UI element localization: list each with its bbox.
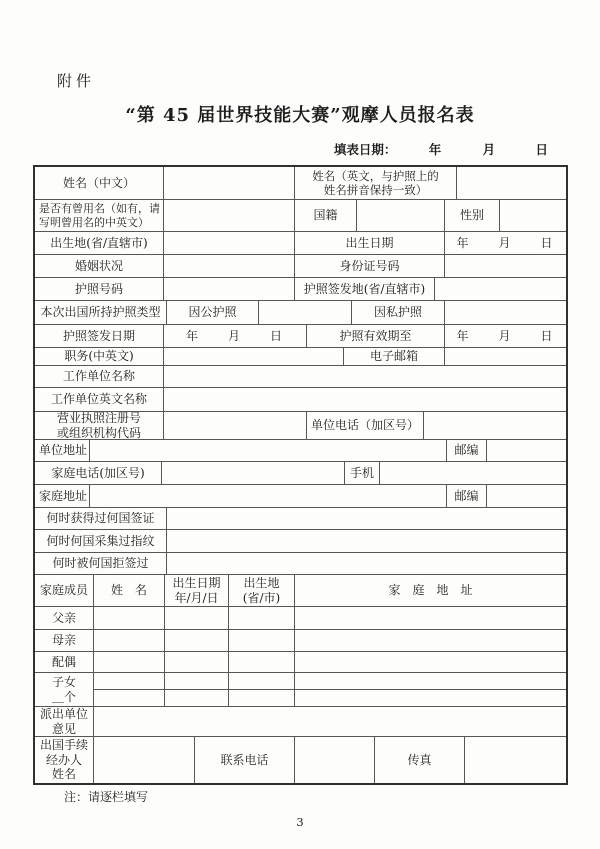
employer-label: 工作单位名称 bbox=[35, 366, 164, 387]
work-address-value-cell bbox=[90, 440, 447, 461]
mother-name-cell bbox=[94, 630, 165, 651]
dispatch-opinion-label-line1: 派出单位 bbox=[39, 706, 88, 721]
table-row-passport-no bbox=[35, 278, 566, 301]
work-address-label: 单位地址 bbox=[35, 440, 90, 461]
visa-history-value-cell bbox=[167, 508, 566, 529]
name-cn-label: 姓名（中文） bbox=[35, 167, 164, 199]
email-label: 电子邮箱 bbox=[344, 348, 445, 365]
spouse-address-cell bbox=[295, 652, 566, 672]
license-label-line2: 或组织机构代码 bbox=[56, 425, 141, 440]
father-birthplace-cell bbox=[229, 607, 295, 629]
child2-dob-cell bbox=[165, 690, 229, 706]
dispatch-opinion-label-line2: 意见 bbox=[51, 721, 76, 736]
family-dob-header bbox=[165, 575, 229, 606]
family-address-header: 家 庭 地 址 bbox=[388, 583, 473, 598]
registration-form-table bbox=[33, 165, 568, 785]
employer-en-label: 工作单位英文名称 bbox=[35, 388, 164, 411]
table-row-passport-dates bbox=[35, 325, 566, 348]
family-name-header: 姓 名 bbox=[94, 575, 165, 606]
dispatch-opinion-value-cell bbox=[94, 707, 566, 736]
fax-label: 传真 bbox=[375, 737, 465, 783]
children-label-line1: 子女 bbox=[51, 674, 76, 689]
mother-label: 母亲 bbox=[35, 630, 94, 651]
table-row-employer-en bbox=[35, 388, 566, 412]
official-passport-label: 因公护照 bbox=[167, 301, 259, 324]
passport-issue-place-value-cell bbox=[435, 278, 566, 300]
table-row-employer bbox=[35, 366, 566, 388]
table-row-position bbox=[35, 348, 566, 366]
child1-address-cell bbox=[295, 673, 566, 689]
child1-birthplace-cell bbox=[229, 673, 295, 689]
passport-type-label: 本次出国所持护照类型 bbox=[35, 301, 167, 324]
passport-issue-place-label: 护照签发地(省/直辖市) bbox=[295, 278, 435, 300]
handler-label-line2: 经办人 bbox=[45, 752, 82, 767]
father-name-cell bbox=[94, 607, 165, 629]
refusal-label: 何时被何国拒签过 bbox=[35, 553, 167, 574]
fill-date-label: 填表日期： bbox=[333, 142, 397, 157]
former-name-label bbox=[35, 200, 164, 231]
passport-issue-date-value-cell: 年 月 日 bbox=[164, 325, 307, 347]
table-row-family-header bbox=[35, 575, 566, 607]
home-address-value-cell bbox=[90, 485, 447, 507]
table-row-handler bbox=[35, 737, 566, 783]
table-row-home-phone bbox=[35, 462, 566, 485]
fax-value-cell bbox=[465, 737, 566, 783]
dispatch-opinion-label bbox=[35, 707, 94, 736]
footnote: 注：请逐栏填写 bbox=[64, 790, 149, 804]
home-phone-value-cell bbox=[162, 462, 345, 484]
child1-name-cell bbox=[94, 673, 165, 689]
table-row-home-address bbox=[35, 485, 566, 508]
marital-value-cell bbox=[164, 255, 295, 277]
position-value-cell bbox=[164, 348, 344, 365]
table-row-mother bbox=[35, 630, 566, 652]
mother-dob-cell bbox=[165, 630, 229, 651]
gender-value-cell bbox=[500, 200, 566, 231]
child1-dob-cell bbox=[165, 673, 229, 689]
attachment-label: 附件 bbox=[57, 72, 96, 90]
table-row-name bbox=[35, 167, 566, 200]
id-number-label: 身份证号码 bbox=[295, 255, 445, 277]
home-address-label: 家庭地址 bbox=[35, 485, 90, 507]
table-row-birthplace bbox=[35, 232, 566, 255]
visa-history-label: 何时获得过何国签证 bbox=[35, 508, 167, 529]
name-en-value-cell bbox=[457, 167, 566, 199]
children-subrow-2 bbox=[94, 690, 566, 706]
name-en-label bbox=[295, 167, 457, 199]
license-label bbox=[35, 412, 164, 439]
father-dob-cell bbox=[165, 607, 229, 629]
nationality-value-cell bbox=[357, 200, 445, 231]
family-birthplace-header-line2: (省/市) bbox=[242, 590, 281, 605]
former-name-label-line2: 写明曾用名的中英文） bbox=[39, 215, 149, 229]
mother-address-cell bbox=[295, 630, 566, 651]
handler-label-line1: 出国手续 bbox=[39, 738, 88, 753]
table-row-former-name bbox=[35, 200, 566, 232]
table-row-children bbox=[35, 673, 566, 707]
birthplace-label: 出生地(省/直辖市) bbox=[35, 232, 164, 254]
birthplace-value-cell bbox=[164, 232, 295, 254]
family-member-header: 家庭成员 bbox=[35, 575, 94, 606]
handler-label-line3: 姓名 bbox=[51, 767, 76, 782]
name-cn-value-cell bbox=[164, 167, 295, 199]
table-row-father bbox=[35, 607, 566, 630]
work-phone-label: 单位电话（加区号） bbox=[307, 412, 424, 439]
position-label: 职务(中英文) bbox=[35, 348, 164, 365]
handler-label bbox=[35, 737, 94, 783]
fill-date-year-label: 年 bbox=[428, 142, 442, 157]
family-birthplace-header-line1: 出生地 bbox=[243, 575, 280, 590]
id-number-value-cell bbox=[445, 255, 566, 277]
nationality-label: 国籍 bbox=[295, 200, 357, 231]
mobile-label: 手机 bbox=[345, 462, 380, 484]
page-number: 3 bbox=[296, 815, 304, 829]
passport-expiry-label: 护照有效期至 bbox=[307, 325, 445, 347]
passport-expiry-value-cell: 年 月 日 bbox=[456, 328, 555, 343]
home-postcode-value-cell bbox=[487, 485, 566, 507]
contact-phone-value-cell bbox=[295, 737, 375, 783]
home-postcode-label: 邮编 bbox=[447, 485, 487, 507]
spouse-label: 配偶 bbox=[35, 652, 94, 672]
gender-label: 性别 bbox=[445, 200, 500, 231]
passport-no-value-cell bbox=[164, 278, 295, 300]
work-phone-value-cell bbox=[424, 412, 566, 439]
child2-name-cell bbox=[94, 690, 165, 706]
form-title: “第 45 届世界技能大赛”观摩人员报名表 bbox=[125, 105, 475, 126]
mobile-value-cell bbox=[380, 462, 566, 484]
contact-phone-label: 联系电话 bbox=[195, 737, 295, 783]
license-label-line1: 营业执照注册号 bbox=[56, 410, 141, 425]
spouse-dob-cell bbox=[165, 652, 229, 672]
fill-date-line bbox=[33, 140, 568, 158]
email-value-cell bbox=[445, 348, 566, 365]
license-value-cell bbox=[164, 412, 307, 439]
work-postcode-label: 邮编 bbox=[447, 440, 487, 461]
father-address-cell bbox=[295, 607, 566, 629]
child2-address-cell bbox=[295, 690, 566, 706]
home-phone-label: 家庭电话(加区号) bbox=[35, 462, 162, 484]
private-passport-label: 因私护照 bbox=[352, 301, 445, 324]
table-row-license bbox=[35, 412, 566, 440]
mother-birthplace-cell bbox=[229, 630, 295, 651]
table-row-dispatch-opinion bbox=[35, 707, 566, 737]
table-row-passport-type bbox=[35, 301, 566, 325]
children-label bbox=[35, 673, 94, 706]
children-subrows bbox=[94, 673, 566, 706]
handler-name-cell bbox=[94, 737, 195, 783]
table-row-work-address bbox=[35, 440, 566, 462]
private-passport-value-cell bbox=[445, 301, 566, 324]
fill-date-month-label: 月 bbox=[482, 142, 496, 157]
work-postcode-value-cell bbox=[487, 440, 566, 461]
family-dob-header-line2: 年/月/日 bbox=[174, 590, 219, 605]
fill-date-day-label: 日 bbox=[535, 142, 548, 157]
children-label-line2: ＿个 bbox=[51, 689, 76, 704]
official-passport-value-cell bbox=[259, 301, 352, 324]
former-name-label-line1: 是否有曾用名（如有，请 bbox=[39, 202, 160, 216]
birthdate-label: 出生日期 bbox=[295, 232, 445, 254]
table-row-refusal bbox=[35, 553, 566, 575]
spouse-birthplace-cell bbox=[229, 652, 295, 672]
family-dob-header-line1: 出生日期 bbox=[172, 575, 221, 590]
passport-no-label: 护照号码 bbox=[35, 278, 164, 300]
table-row-visa-history bbox=[35, 508, 566, 530]
father-label: 父亲 bbox=[35, 607, 94, 629]
marital-label: 婚姻状况 bbox=[35, 255, 164, 277]
spouse-name-cell bbox=[94, 652, 165, 672]
former-name-value-cell bbox=[164, 200, 295, 231]
name-en-label-line2: 姓名拼音保持一致） bbox=[323, 183, 428, 197]
passport-issue-date-label: 护照签发日期 bbox=[35, 325, 164, 347]
employer-value-cell bbox=[164, 366, 566, 387]
employer-en-value-cell bbox=[164, 388, 566, 411]
birthdate-value-cell: 年 月 日 bbox=[456, 235, 555, 250]
fingerprint-label: 何时何国采集过指纹 bbox=[35, 530, 167, 552]
table-row-marital bbox=[35, 255, 566, 278]
child2-birthplace-cell bbox=[229, 690, 295, 706]
refusal-value-cell bbox=[167, 553, 566, 574]
children-subrow-1 bbox=[94, 673, 566, 690]
fingerprint-value-cell bbox=[167, 530, 566, 552]
name-en-label-line1: 姓名（英文，与护照上的 bbox=[312, 168, 439, 183]
table-row-fingerprint bbox=[35, 530, 566, 553]
family-birthplace-header bbox=[229, 575, 295, 606]
table-row-spouse bbox=[35, 652, 566, 673]
